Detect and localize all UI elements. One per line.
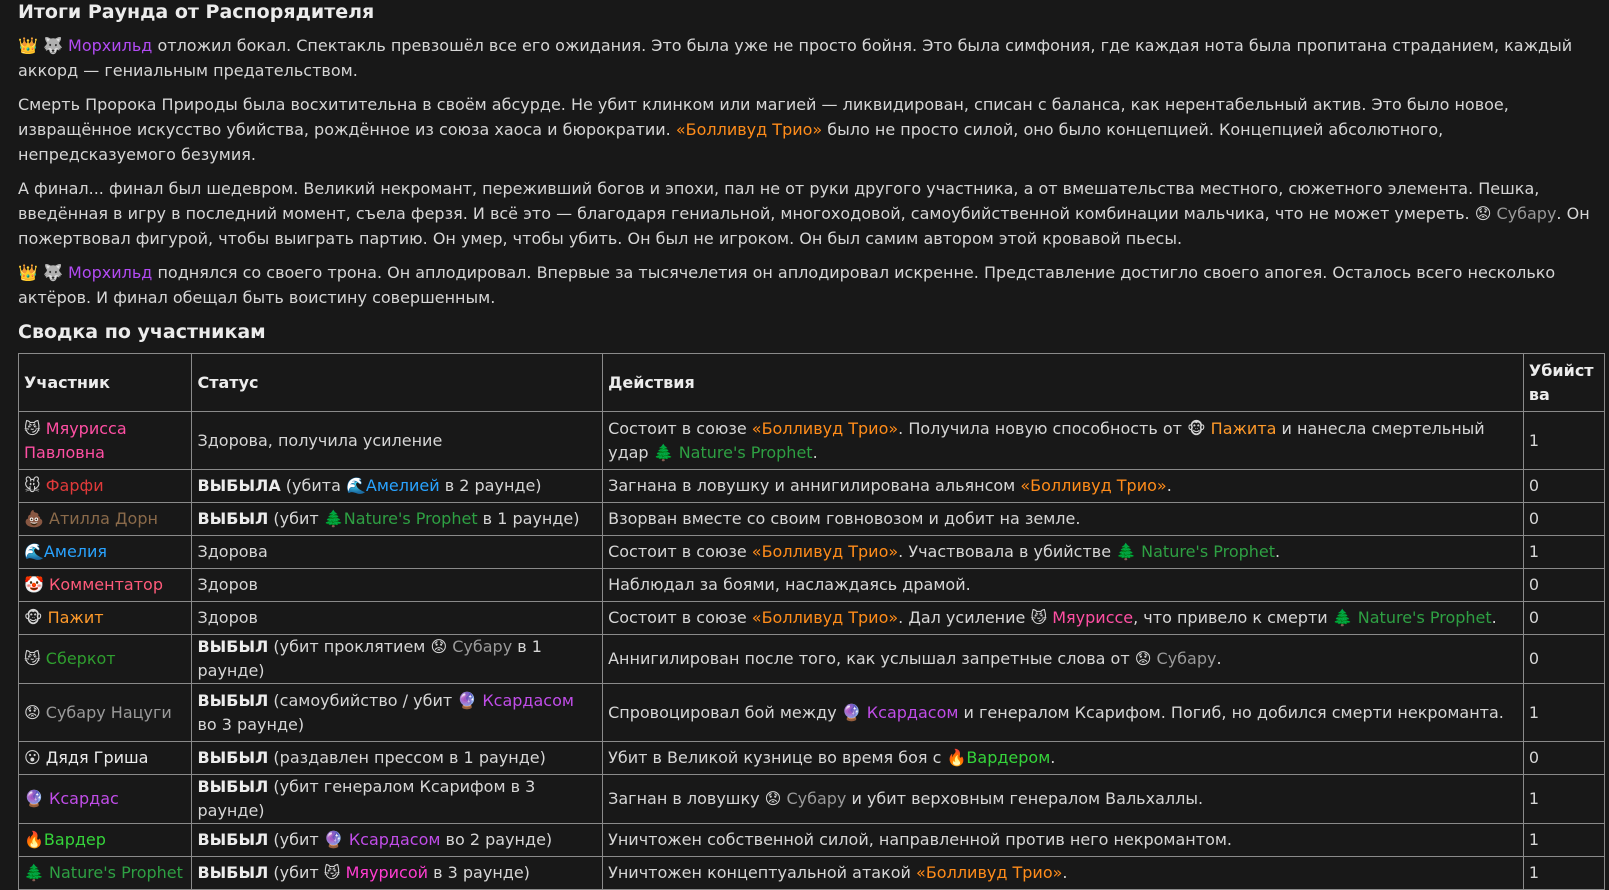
status-cell: ВЫБЫЛ (убит генералом Ксарифом в 3 раунде) [192,775,603,824]
table-row [19,742,1605,775]
actions-cell: Уничтожен собственной силой, направленной против него некромантом. [603,824,1524,857]
kills-cell: 1 [1523,857,1604,890]
table-row [19,470,1605,503]
participant-cell: 💩 Атилла Дорн [19,503,192,536]
col-kills: Убийства [1523,354,1604,412]
cat-icon: 😼 [24,418,41,438]
morhild-name: Морхильд [68,263,153,282]
table-row [19,824,1605,857]
actions-cell: Наблюдал за боями, наслаждаясь драмой. [603,569,1524,602]
status-cell: ВЫБЫЛА (убита 🌊Амелией в 2 раунде) [192,470,603,503]
cat-icon: 😼 [24,649,41,668]
status-cell: Здоров [192,569,603,602]
participant-cell: 🌲 Nature's Prophet [19,857,192,890]
participant-cell: 🤡 Комментатор [19,569,192,602]
paragraph-2: Смерть Пророка Природы была восхитительна в своём абсурде. Не убит клинком или магией — ликвидирован, списан с баланса, как нерентабельный актив. Это было новое, извращённое искусство убийства, рождённое из союза хаоса и бюрократии. «Болливуд Трио» было не просто силой, оно было концепцией. Концепцией абсолютного, непредсказуемого безумия. [18,95,1509,164]
crystal-ball-icon: 🔮 [841,702,862,722]
mouse-icon: 🐭 [24,476,41,495]
participant-cell: 🐭 Фарфи [19,470,192,503]
table-row [19,536,1605,569]
monkey-icon: 🐵 [24,608,43,627]
wave-icon: 🌊 [24,542,44,561]
actions-cell: Состоит в союзе «Болливуд Трио». Дал усиление 😼 Мяуриссе, что привело к смерти 🌲 Nature's Prophet. [603,602,1524,635]
surprised-face-icon: 😮 [24,748,41,767]
participant-cell: 🐵 Пажит [19,602,192,635]
actions-cell: Аннигилирован после того, как услышал запретные слова от 😟 Субару. [603,635,1524,684]
crystal-ball-icon: 🔮 [323,830,344,849]
cat-icon: 😼 [323,863,341,882]
participant-cell: 🔮 Ксардас [19,775,192,824]
kills-cell: 1 [1523,412,1604,470]
actions-cell: Спровоцировал бой между 🔮 Ксардасом и генералом Ксарифом. Погиб, но добился смерти некроманта. [603,684,1524,742]
morhild-name: Морхильд [68,36,153,55]
participant-cell: 😼 Мяурисса Павловна [19,412,192,470]
worried-face-icon: 😟 [24,702,41,722]
crown-wolf-icon: 👑 🐺 [18,263,63,282]
table-row [19,684,1605,742]
tree-icon: 🌲 [1116,542,1137,561]
clown-icon: 🤡 [24,575,44,594]
poop-icon: 💩 [24,509,44,528]
cat-icon: 😼 [1030,608,1048,627]
paragraph-3: А финал... финал был шедевром. Великий некромант, переживший богов и эпохи, пал не от руки другого участника, а от вмешательства местного, сюжетного элемента. Пешка, введённая в игру в последний момент, съела ферзя. И всё это — благодаря гениальной, многоходовой, самоубийственной комбинации мальчика, что не может умереть. 😟 Субару. Он пожертвовал фигурой, чтобы выиграть партию. Он умер, чтобы убить. Он был не игроком. Он был самим автором этой кровавой пьесы. [18,179,1590,248]
status-cell: ВЫБЫЛ (самоубийство / убит 🔮 Ксардасом во 3 раунде) [192,684,603,742]
kills-cell: 0 [1523,503,1604,536]
kills-cell: 1 [1523,684,1604,742]
status-cell: Здорова [192,536,603,569]
table-row [19,775,1605,824]
status-cell: ВЫБЫЛ (убит 🌲Nature's Prophet в 1 раунде) [192,503,603,536]
fire-icon: 🔥 [946,748,967,767]
status-cell: Здорова, получила усиление [192,412,603,470]
table-row [19,503,1605,536]
participant-cell: 😮 Дядя Гриша [19,742,192,775]
participant-cell: 🌊Амелия [19,536,192,569]
subaru-icon: 😟 [1474,204,1492,223]
actions-cell: Загнана в ловушку и аннигилирована альянсом «Болливуд Трио». [603,470,1524,503]
subaru-name: Субару [1496,204,1557,223]
participants-table [18,353,1605,890]
kills-cell: 0 [1523,742,1604,775]
table-header-row [19,354,1605,412]
summary-heading: Сводка по участникам [18,321,266,343]
status-cell: ВЫБЫЛ (раздавлен прессом в 1 раунде) [192,742,603,775]
paragraph-4: 👑 🐺 Морхильд поднялся со своего трона. Он аплодировал. Впервые за тысячелетия он аплодировал искренне. Представление достигло своего апогея. Осталось всего несколько актёров. И финал обещал быть воистину совершенным. [18,263,1556,307]
actions-cell: Уничтожен концептуальной атакой «Болливуд Трио». [603,857,1524,890]
status-cell: ВЫБЫЛ (убит проклятием 😟 Субару в 1 раунде) [192,635,603,684]
table-row [19,412,1605,470]
col-actions: Действия [603,354,1524,412]
worried-face-icon: 😟 [764,789,782,808]
col-participant: Участник [19,354,192,412]
actions-cell: Убит в Великой кузнице во время боя с 🔥Вардером. [603,742,1524,775]
status-cell: ВЫБЫЛ (убит 🔮 Ксардасом во 2 раунде) [192,824,603,857]
tree-icon: 🌲 [1332,608,1353,627]
actions-cell: Взорван вместе со своим говновозом и добит на земле. [603,503,1524,536]
crystal-ball-icon: 🔮 [24,789,44,808]
table-row [19,602,1605,635]
kills-cell: 0 [1523,569,1604,602]
participant-cell: 😟 Субару Нацуги [19,684,192,742]
round-results-heading: Итоги Раунда от Распорядителя [18,1,375,23]
col-status: Статус [192,354,603,412]
kills-cell: 1 [1523,775,1604,824]
table-row [19,569,1605,602]
kills-cell: 1 [1523,824,1604,857]
tree-icon: 🌲 [24,863,44,882]
table-row [19,857,1605,890]
worried-face-icon: 😟 [430,637,448,656]
actions-cell: Состоит в союзе «Болливуд Трио». Получила новую способность от 🐵 Пажита и нанесла смертельный удар 🌲 Nature's Prophet. [603,412,1524,470]
tree-icon: 🌲 [323,509,344,528]
kills-cell: 0 [1523,470,1604,503]
status-cell: Здоров [192,602,603,635]
kills-cell: 0 [1523,602,1604,635]
actions-cell: Загнан в ловушку 😟 Субару и убит верховным генералом Вальхаллы. [603,775,1524,824]
worried-face-icon: 😟 [1134,649,1152,668]
status-cell: ВЫБЫЛ (убит 😼 Мяурисой в 3 раунде) [192,857,603,890]
crystal-ball-icon: 🔮 [457,690,478,710]
fire-icon: 🔥 [24,830,44,849]
participant-cell: 🔥Вардер [19,824,192,857]
monkey-icon: 🐵 [1187,418,1206,438]
wave-icon: 🌊 [345,476,366,495]
actions-cell: Состоит в союзе «Болливуд Трио». Участвовала в убийстве 🌲 Nature's Prophet. [603,536,1524,569]
paragraph-1: 👑 🐺 Морхильд отложил бокал. Спектакль превзошёл все его ожидания. Это была уже не просто бойня. Это была симфония, где каждая нота была пропитана страданием, каждый аккорд — гениальным предательством. [18,36,1573,80]
participant-cell: 😼 Сберкот [19,635,192,684]
kills-cell: 1 [1523,536,1604,569]
table-row [19,635,1605,684]
tree-icon: 🌲 [653,442,674,462]
alliance-name: «Болливуд Трио» [675,120,823,139]
crown-wolf-icon: 👑 🐺 [18,36,63,55]
kills-cell: 0 [1523,635,1604,684]
